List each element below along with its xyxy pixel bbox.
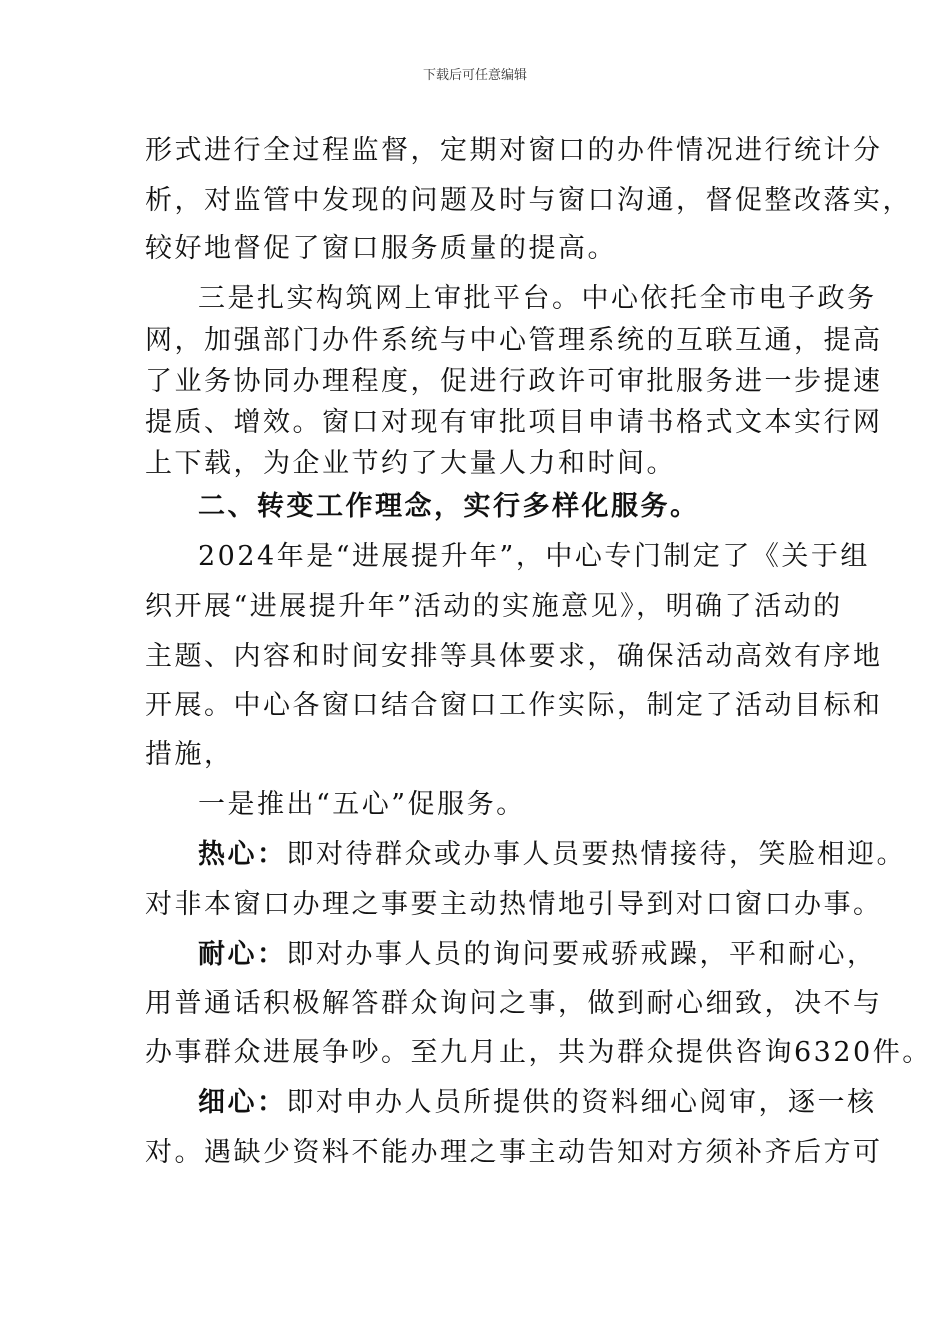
- label-rexin: 热心：: [198, 839, 287, 870]
- paragraph-line: 织开展“进展提升年”活动的实施意见》，明确了活动的: [145, 591, 843, 622]
- paragraph-line: 三是扎实构筑网上审批平台。中心依托全市电子政务: [198, 283, 877, 314]
- page-header: 下载后可任意编辑: [422, 68, 527, 83]
- paragraph-line: 析，对监管中发现的问题及时与窗口沟通，督促整改落实，: [145, 185, 912, 216]
- paragraph-line: 形式进行全过程监督，定期对窗口的办件情况进行统计分: [145, 135, 883, 166]
- paragraph-line: 对非本窗口办理之事要主动热情地引导到对口窗口办事。: [145, 889, 883, 920]
- paragraph-line: 提质、增效。窗口对现有审批项目申请书格式文本实行网: [145, 407, 883, 438]
- paragraph-line: 措施，: [145, 739, 234, 770]
- labeled-line-rexin: [198, 838, 906, 872]
- paragraph-line: 了业务协同办理程度，促进行政许可审批服务进一步提速: [145, 366, 883, 397]
- section-heading: 二、转变工作理念，实行多样化服务。: [198, 491, 700, 522]
- labeled-line-naixin: [198, 938, 877, 972]
- paragraph-line: 主题、内容和时间安排等具体要求，确保活动高效有序地: [145, 641, 883, 672]
- label-xixin: 细心：: [198, 1087, 287, 1118]
- paragraph-line: 2024年是“进展提升年”，中心专门制定了《关于组: [198, 541, 870, 572]
- paragraph-line: 对。遇缺少资料不能办理之事主动告知对方须补齐后方可: [145, 1137, 883, 1168]
- paragraph-line: 用普通话积极解答群众询问之事，做到耐心细致，决不与: [145, 988, 883, 1019]
- paragraph-line: 一是推出“五心”促服务。: [198, 789, 526, 820]
- paragraph-line: 上下载，为企业节约了大量人力和时间。: [145, 448, 676, 479]
- text-xixin: 即对申办人员所提供的资料细心阅审，逐一核: [286, 1087, 877, 1118]
- text-naixin: 即对办事人员的询问要戒骄戒躁，平和耐心，: [286, 939, 877, 970]
- paragraph-line: 开展。中心各窗口结合窗口工作实际，制定了活动目标和: [145, 690, 883, 721]
- paragraph-line: 网，加强部门办件系统与中心管理系统的互联互通，提高: [145, 325, 883, 356]
- label-naixin: 耐心：: [198, 939, 287, 970]
- text-rexin: 即对待群众或办事人员要热情接待，笑脸相迎。: [286, 839, 906, 870]
- paragraph-line: 办事群众进展争吵。至九月止，共为群众提供咨询6320件。: [145, 1037, 932, 1068]
- paragraph-line: 较好地督促了窗口服务质量的提高。: [145, 233, 617, 264]
- labeled-line-xixin: [198, 1086, 877, 1120]
